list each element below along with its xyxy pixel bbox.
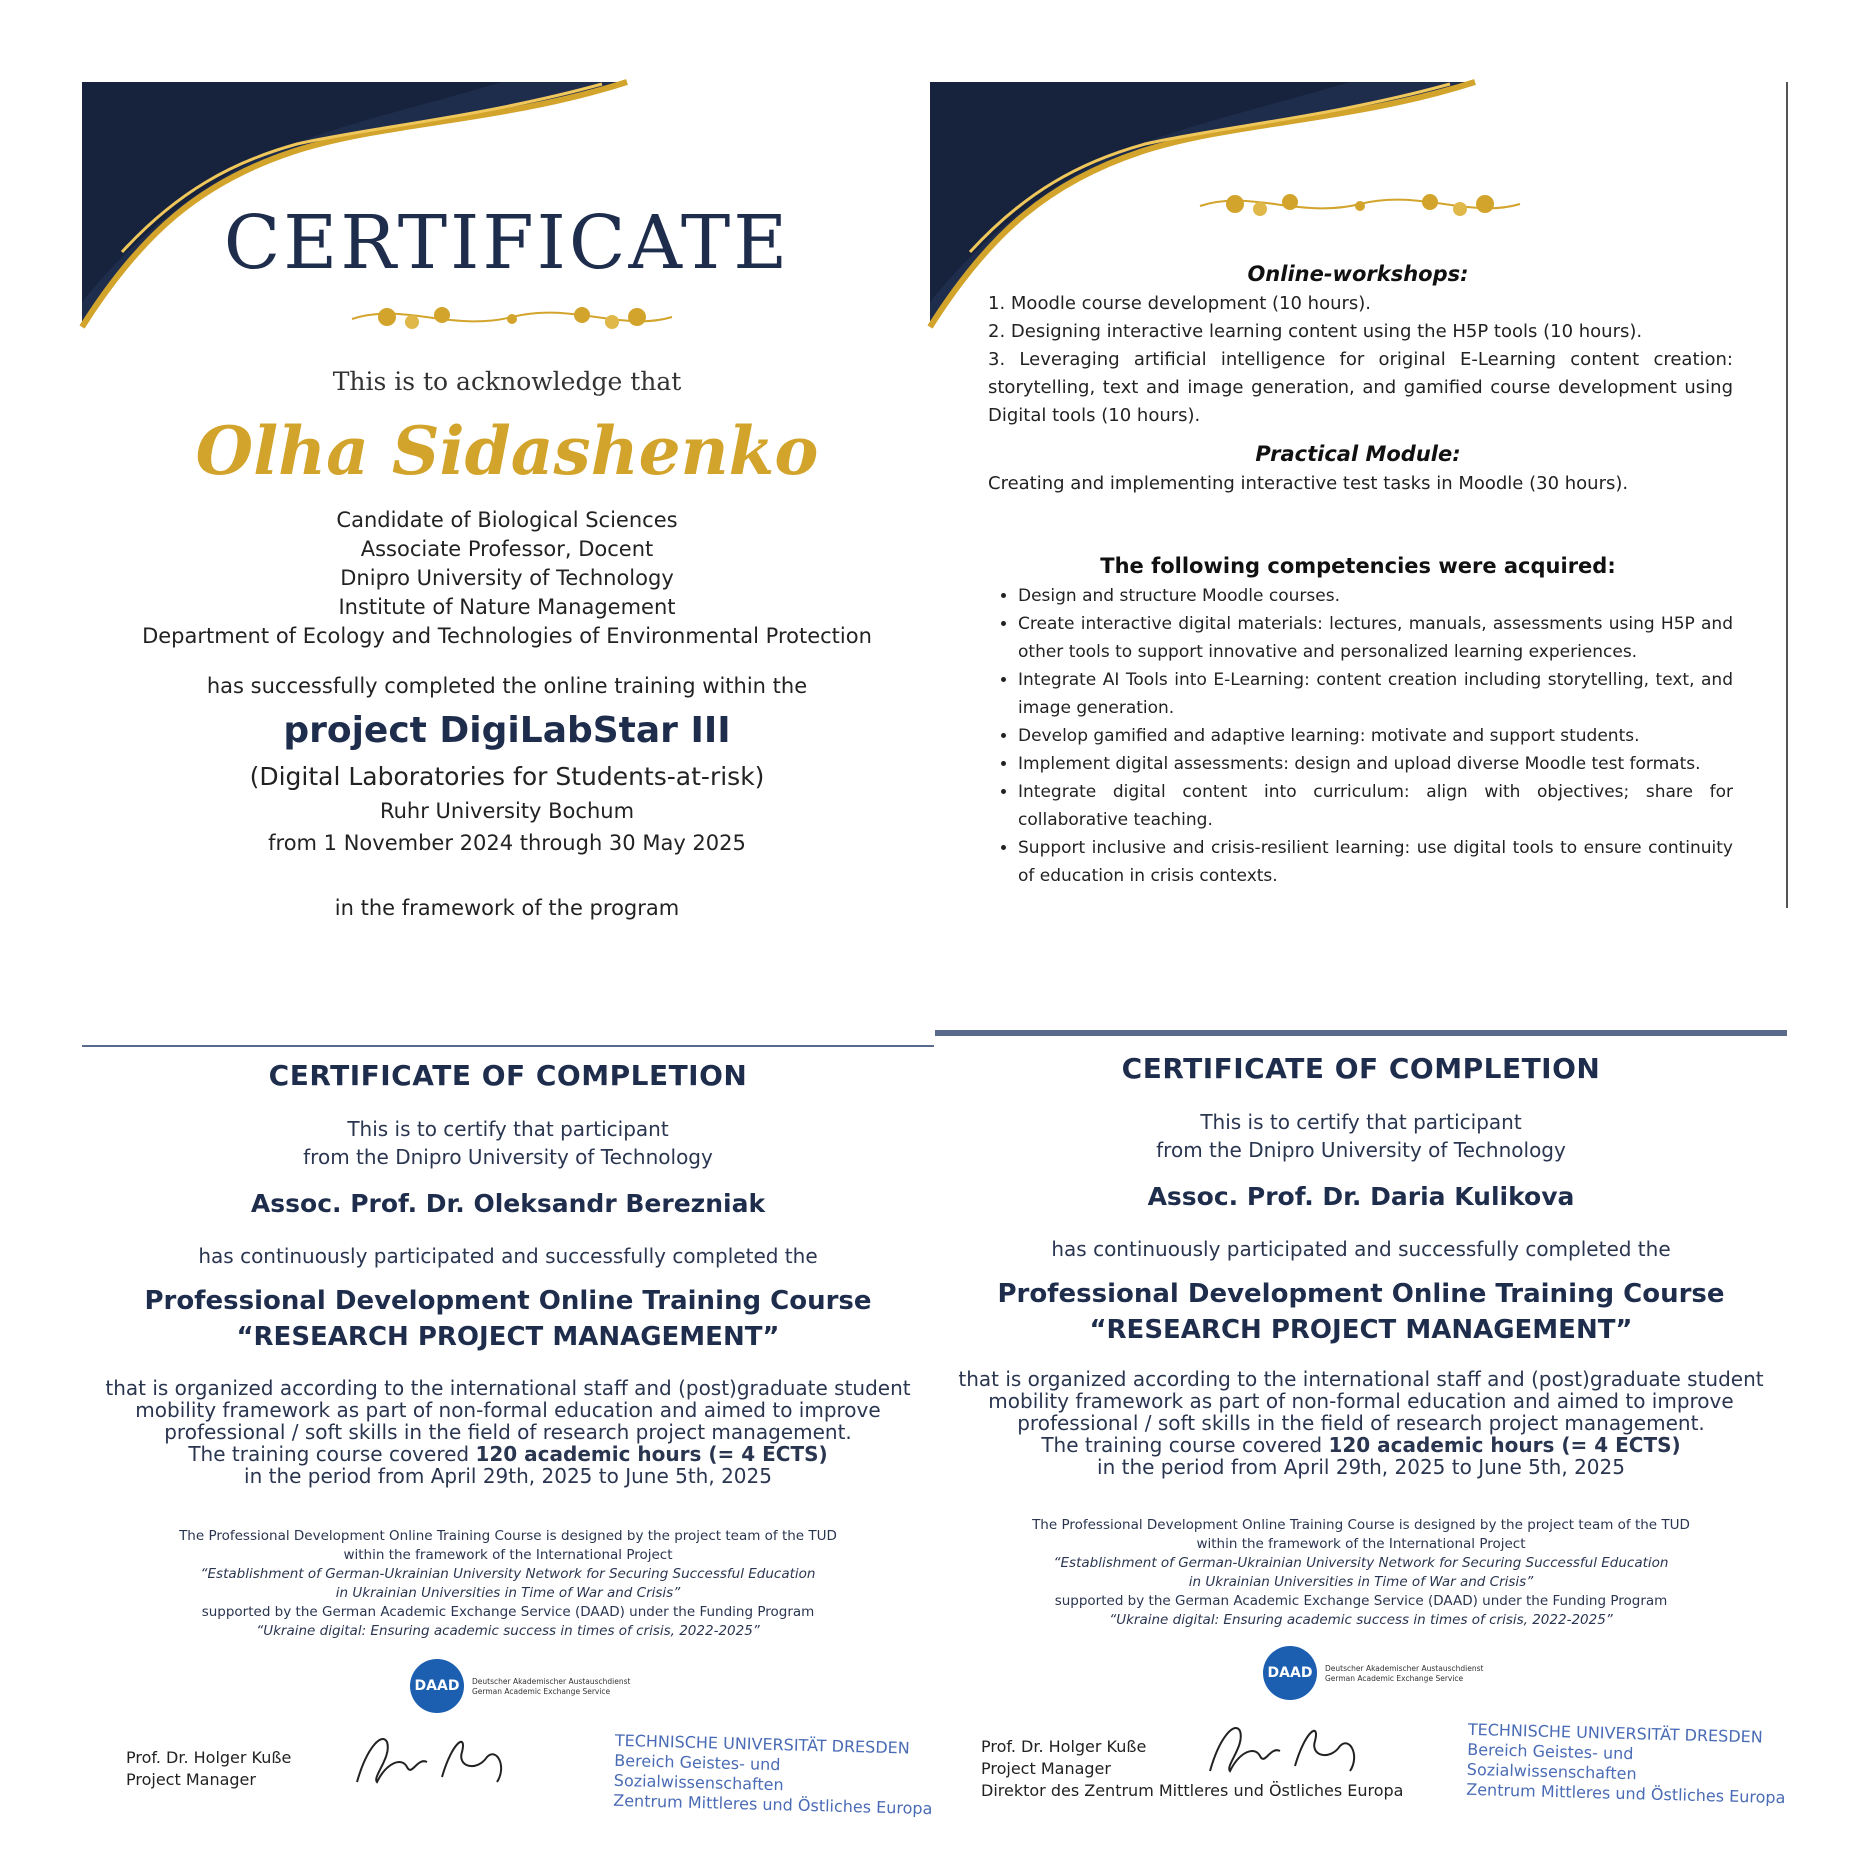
recipient-name: Olha Sidashenko	[195, 412, 819, 490]
competency-item: • Develop gamified and adaptive learning: motivate and support students.	[1018, 722, 1733, 750]
competencies-heading: The following competencies were acquired:	[1100, 554, 1616, 578]
description-line: professional / soft skills in the field of research project management.	[164, 1420, 852, 1444]
course-title-line-2: “RESEARCH PROJECT MANAGEMENT”	[1089, 1315, 1633, 1345]
participant-name: Assoc. Prof. Dr. Oleksandr Berezniak	[250, 1189, 766, 1218]
credential-line: Institute of Nature Management	[338, 595, 676, 619]
certify-line-2: from the Dnipro University of Technology	[303, 1145, 713, 1169]
credential-line: Associate Professor, Docent	[360, 537, 654, 561]
signer-role: Project Manager	[126, 1770, 256, 1789]
project-info-line: “Establishment of German-Ukrainian University Network for Securing Successful Education	[200, 1566, 816, 1582]
period-line: in the period from April 29th, 2025 to June 5th, 2025	[244, 1464, 772, 1488]
competency-item: • Design and structure Moodle courses.	[1018, 582, 1733, 610]
certificate-title: CERTIFICATE OF COMPLETION	[268, 1059, 748, 1092]
course-title-line-1: Professional Development Online Training Course	[997, 1279, 1725, 1309]
project-info-line: “Establishment of German-Ukrainian University Network for Securing Successful Education	[1053, 1555, 1669, 1571]
workshop-item: 1. Moodle course development (10 hours).	[988, 293, 1372, 314]
course-title	[82, 1283, 934, 1355]
credential-line: Candidate of Biological Sciences	[336, 508, 678, 532]
completed-text: has successfully completed the online training within the	[206, 674, 808, 698]
certify-line-1: This is to certify that participant	[1200, 1110, 1522, 1134]
competency-item: • Implement digital assessments: design and upload diverse Moodle test formats.	[1018, 750, 1733, 778]
handwritten-signature	[347, 1727, 517, 1792]
project-info-line: “Ukraine digital: Ensuring academic success in times of crisis, 2022-2025”	[1109, 1612, 1613, 1628]
practical-module-heading: Practical Module:	[1255, 442, 1461, 466]
project-name: project DigiLabStar III	[283, 710, 731, 751]
project-acronym: (Digital Laboratories for Students-at-risk)	[249, 762, 765, 791]
hours-line: The training course covered 120 academic hours (= 4 ECTS)	[188, 1442, 828, 1466]
workshop-item: 2. Designing interactive learning content using the H5P tools (10 hours).	[988, 321, 1643, 342]
daad-caption: Deutscher Akademischer Austauschdienst German Academic Exchange Service	[472, 1677, 631, 1696]
certificate-completion-berezniak	[82, 1045, 934, 1819]
recipient-credentials	[82, 506, 932, 651]
description-line: mobility framework as part of non-formal education and aimed to improve	[135, 1398, 881, 1422]
acknowledge-text: This is to acknowledge that	[332, 367, 682, 396]
description-line: that is organized according to the international staff and (post)graduate student	[958, 1367, 1764, 1391]
participant-name: Assoc. Prof. Dr. Daria Kulikova	[1147, 1182, 1575, 1211]
signer-role-2: Direktor des Zentrum Mittleres und Östliches Europa	[981, 1781, 1404, 1800]
certificate-completion-kulikova	[935, 1030, 1787, 1808]
project-info-line: within the framework of the International Project	[1196, 1536, 1526, 1552]
daad-logo: DAAD	[410, 1659, 464, 1713]
certificate-title: CERTIFICATE	[223, 200, 791, 286]
gold-floral-ornament	[342, 297, 682, 337]
participated-text: has continuously participated and successfully completed the	[198, 1244, 818, 1268]
hours-value: 120 academic hours (= 4 ECTS)	[475, 1442, 828, 1466]
signer-block	[126, 1747, 291, 1791]
competency-item: • Create interactive digital materials: lectures, manuals, assessments using H5P and other tools to support innovative and personalized learning experiences.	[1018, 610, 1733, 666]
workshops-list	[988, 290, 1733, 430]
project-info-line: in Ukrainian Universities in Time of War and Crisis”	[335, 1585, 681, 1601]
handwritten-signature	[1200, 1716, 1370, 1781]
certify-line-2: from the Dnipro University of Technology	[1156, 1138, 1566, 1162]
training-period: from 1 November 2024 through 30 May 2025	[268, 831, 746, 855]
course-description	[935, 1368, 1787, 1478]
project-info	[935, 1516, 1787, 1630]
project-info-line: in Ukrainian Universities in Time of War and Crisis”	[1188, 1574, 1534, 1590]
certificate-title: CERTIFICATE OF COMPLETION	[1121, 1052, 1601, 1085]
certificate-olha-sidashenko	[82, 82, 932, 940]
participated-text: has continuously participated and successfully completed the	[1051, 1237, 1671, 1261]
period-line: in the period from April 29th, 2025 to June 5th, 2025	[1097, 1455, 1625, 1479]
hours-line: The training course covered 120 academic hours (= 4 ECTS)	[1041, 1433, 1681, 1457]
signer-name: Prof. Dr. Holger Kuße	[126, 1748, 292, 1767]
description-line: professional / soft skills in the field of research project management.	[1017, 1411, 1705, 1435]
workshop-item: 3. Leveraging artificial intelligence for original E-Learning content creation: storytelling, text and image generation, and gamified course development using Digital tools (10 hours).	[988, 349, 1733, 426]
competencies-list	[988, 582, 1733, 890]
project-info-line: supported by the German Academic Exchange Service (DAAD) under the Funding Program	[1054, 1593, 1668, 1609]
credential-line: Department of Ecology and Technologies of Environmental Protection	[142, 624, 872, 648]
workshops-heading: Online-workshops:	[1247, 262, 1469, 286]
framework-text: in the framework of the program	[334, 896, 680, 920]
signer-name: Prof. Dr. Holger Kuße	[981, 1737, 1147, 1756]
university-name: Ruhr University Bochum	[379, 799, 635, 823]
course-title-line-2: “RESEARCH PROJECT MANAGEMENT”	[236, 1322, 780, 1352]
competency-item: • Support inclusive and crisis-resilient learning: use digital tools to ensure continuity of education in crisis contexts.	[1018, 834, 1733, 890]
project-info-line: within the framework of the International Project	[343, 1547, 673, 1563]
credential-line: Dnipro University of Technology	[340, 566, 674, 590]
certificate-workshops-page	[930, 82, 1788, 908]
project-info-line: supported by the German Academic Exchange Service (DAAD) under the Funding Program	[201, 1604, 815, 1620]
signer-role: Project Manager	[981, 1759, 1111, 1778]
hours-value: 120 academic hours (= 4 ECTS)	[1328, 1433, 1681, 1457]
daad-caption: Deutscher Akademischer Austauschdienst German Academic Exchange Service	[1325, 1664, 1484, 1683]
project-info-line: The Professional Development Online Training Course is designed by the project team of the TUD	[1032, 1517, 1690, 1533]
project-info-line: The Professional Development Online Training Course is designed by the project team of the TUD	[179, 1528, 837, 1544]
course-title	[935, 1276, 1787, 1348]
gold-floral-ornament	[1190, 184, 1530, 224]
description-line: that is organized according to the international staff and (post)graduate student	[105, 1376, 911, 1400]
certify-line-1: This is to certify that participant	[347, 1117, 669, 1141]
course-description	[82, 1377, 934, 1487]
project-info-line: “Ukraine digital: Ensuring academic success in times of crisis, 2022-2025”	[256, 1623, 760, 1639]
tud-stamp: TECHNISCHE UNIVERSITÄT DRESDEN Bereich Geistes- und Sozialwissenschaften Zentrum Mittleres und Östliches Europa	[613, 1730, 933, 1819]
competency-item: • Integrate digital content into curriculum: align with objectives; share for collaborative teaching.	[1018, 778, 1733, 834]
project-info	[82, 1527, 934, 1641]
course-title-line-1: Professional Development Online Training Course	[144, 1286, 872, 1316]
tud-stamp: TECHNISCHE UNIVERSITÄT DRESDEN Bereich Geistes- und Sozialwissenschaften Zentrum Mittleres und Östliches Europa	[1466, 1719, 1786, 1808]
practical-module-text: Creating and implementing interactive test tasks in Moodle (30 hours).	[988, 473, 1629, 494]
description-line: mobility framework as part of non-formal education and aimed to improve	[988, 1389, 1734, 1413]
daad-logo: DAAD	[1263, 1646, 1317, 1700]
competency-item: • Integrate AI Tools into E-Learning: content creation including storytelling, text, and image generation.	[1018, 666, 1733, 722]
